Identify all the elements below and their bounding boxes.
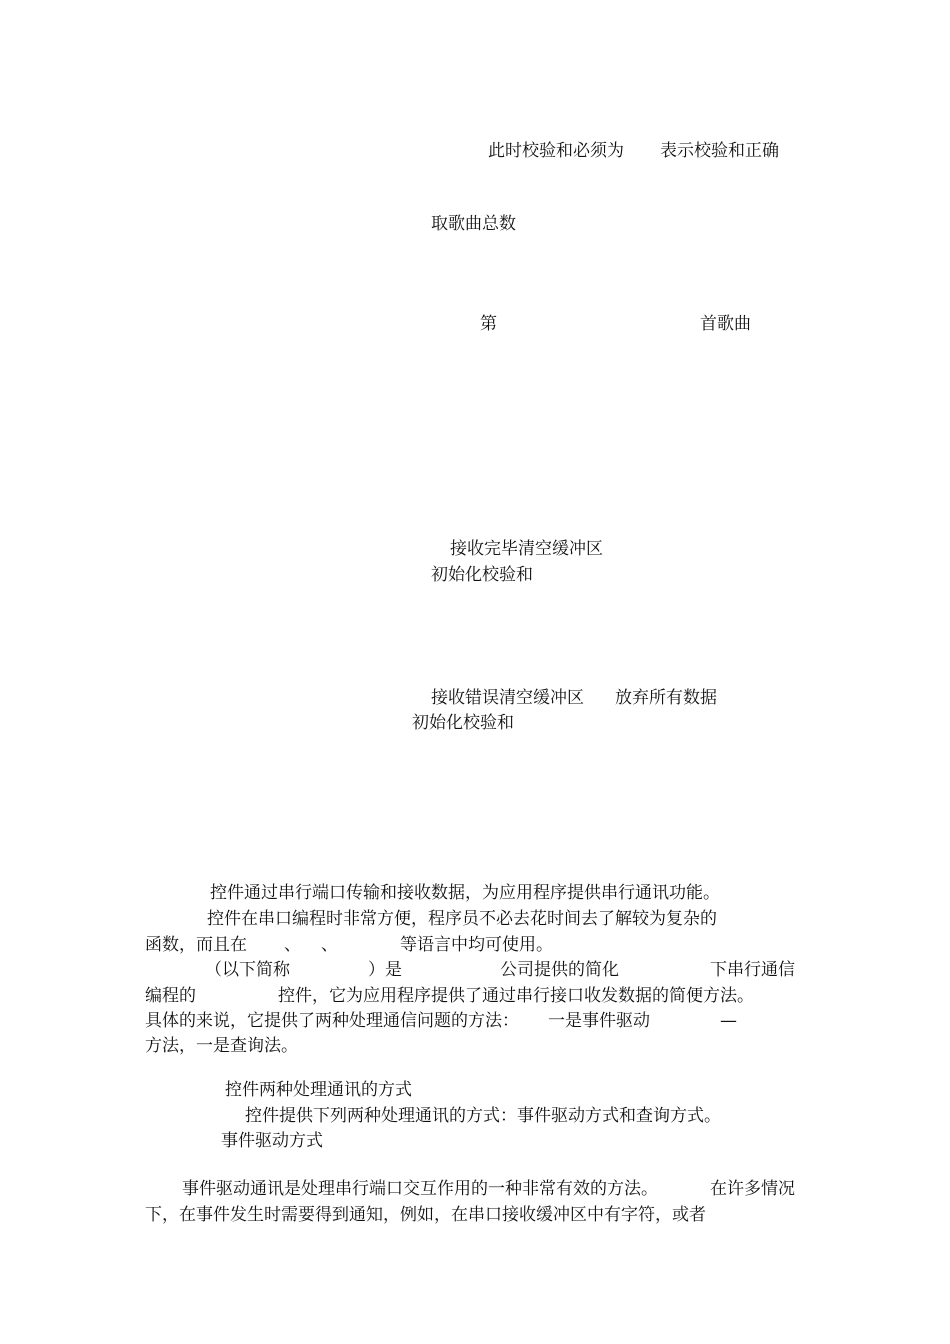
paragraph-3-line-3-a: 具体的来说，它提供了两种处理通信问题的方法： (145, 1011, 519, 1031)
comment-song-index-prefix: 第 (480, 314, 497, 334)
paragraph-3-line-3-b: 一是事件驱动 (548, 1011, 650, 1031)
paragraph-3-line-4: 方法，一是查询法。 (145, 1036, 298, 1056)
comment-init-checksum-2: 初始化校验和 (412, 713, 514, 733)
comment-checksum-correct: 表示校验和正确 (660, 141, 779, 161)
paragraph-3-line-2-a: 编程的 (145, 986, 196, 1006)
paragraph-5-line-2: 下，在事件发生时需要得到通知，例如，在串口接收缓冲区中有字符，或者 (145, 1205, 706, 1225)
comment-discard-all-data: 放弃所有数据 (615, 688, 717, 708)
paragraph-2-line-1: 控件在串口编程时非常方便，程序员不必去花时间去了解较为复杂的 (207, 909, 717, 929)
paragraph-3-line-1-a: （以下简称 (205, 960, 290, 980)
comment-init-checksum-1: 初始化校验和 (431, 565, 533, 585)
comment-checksum-must-be: 此时校验和必须为 (488, 141, 624, 161)
section-heading: 控件两种处理通讯的方式 (225, 1080, 412, 1100)
comment-recv-done-clear: 接收完毕清空缓冲区 (450, 539, 603, 559)
comment-get-song-total: 取歌曲总数 (431, 214, 516, 234)
paragraph-3-line-1-d: 下串行通信 (710, 960, 795, 980)
paragraph-4: 控件提供下列两种处理通讯的方式：事件驱动方式和查询方式。 (245, 1106, 721, 1126)
comment-recv-error-clear: 接收错误清空缓冲区 (431, 688, 584, 708)
paragraph-5-line-1-b: 在许多情况 (710, 1179, 795, 1199)
paragraph-2-line-2-d: 等语言中均可使用。 (400, 935, 553, 955)
paragraph-3-line-3-c: — (720, 1011, 737, 1031)
paragraph-3-line-2-b: 控件，它为应用程序提供了通过串行接口收发数据的简便方法。 (278, 986, 754, 1006)
paragraph-2-line-2-b: 、 (284, 935, 301, 955)
comment-song-index-suffix: 首歌曲 (700, 314, 751, 334)
paragraph-2-line-2-c: 、 (321, 935, 338, 955)
paragraph-3-line-1-c: 公司提供的简化 (500, 960, 619, 980)
paragraph-1: 控件通过串行端口传输和接收数据，为应用程序提供串行通讯功能。 (210, 883, 720, 903)
paragraph-2-line-2-a: 函数，而且在 (145, 935, 247, 955)
subsection-heading: 事件驱动方式 (221, 1131, 323, 1151)
paragraph-3-line-1-b: ）是 (368, 960, 402, 980)
paragraph-5-line-1-a: 事件驱动通讯是处理串行端口交互作用的一种非常有效的方法。 (182, 1179, 658, 1199)
